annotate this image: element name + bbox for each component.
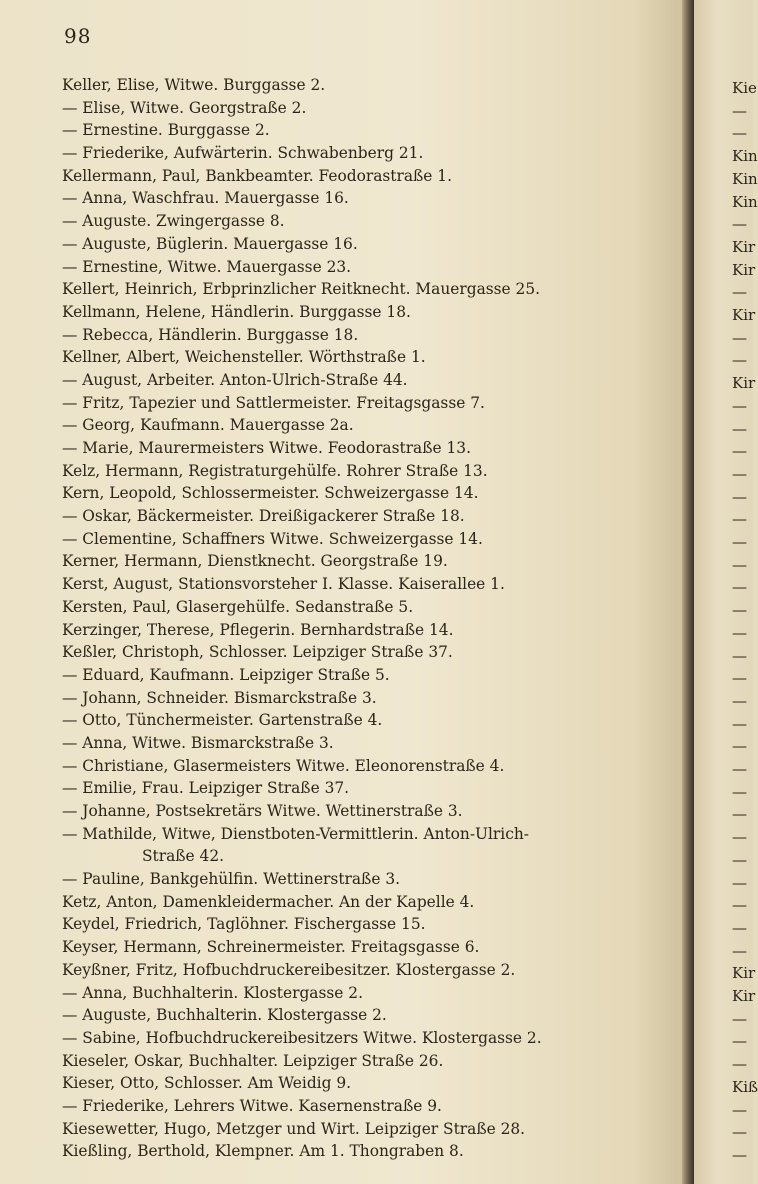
directory-entry: — Sabine, Hofbuchdruckereibesitzers Witwe. Klostergasse 2.	[62, 1028, 542, 1047]
next-page-fragment: —	[732, 669, 747, 688]
directory-entry: — Friederike, Lehrers Witwe. Kasernenstraße 9.	[62, 1096, 442, 1115]
directory-entry: Keyser, Hermann, Schreinermeister. Freitagsgasse 6.	[62, 938, 480, 957]
next-page-fragment: Kir	[732, 987, 756, 1005]
next-page-fragment: —	[732, 782, 747, 801]
directory-entry: Ketz, Anton, Damenkleidermacher. An der Kapelle 4.	[62, 892, 475, 911]
directory-entry: — Fritz, Tapezier und Sattlermeister. Freitagsgasse 7.	[62, 393, 485, 412]
next-page-fragment: —	[732, 578, 747, 597]
directory-entry: — Georg, Kaufmann. Mauergasse 2a.	[62, 416, 354, 435]
next-page-fragment: —	[732, 283, 747, 302]
next-page-edge	[694, 0, 758, 1184]
next-page-fragment: —	[732, 1055, 747, 1074]
next-page-fragment: —	[732, 419, 747, 438]
directory-entry: Kerst, August, Stationsvorsteher I. Klasse. Kaiserallee 1.	[62, 575, 505, 594]
next-page-fragment: Kir	[732, 306, 756, 324]
directory-entry: — Rebecca, Händlerin. Burggasse 18.	[62, 325, 359, 344]
directory-entry: — Ernestine. Burggasse 2.	[62, 121, 270, 140]
directory-entry: Kieser, Otto, Schlosser. Am Weidig 9.	[62, 1074, 352, 1093]
directory-entry: Kellner, Albert, Weichensteller. Wörthstraße 1.	[62, 348, 426, 367]
next-page-fragment: —	[732, 1032, 747, 1051]
next-page-fragment: —	[732, 328, 747, 347]
next-page-fragment: —	[732, 101, 747, 120]
next-page-fragment: —	[732, 396, 747, 415]
next-page-fragment: —	[732, 351, 747, 370]
next-page-fragment: Kir	[732, 260, 756, 279]
next-page-fragment: Kiß	[732, 1077, 758, 1096]
directory-entry: — Clementine, Schaffners Witwe. Schweizergasse 14.	[62, 529, 483, 548]
next-page-fragment: —	[732, 760, 747, 778]
page-number: 98	[64, 24, 92, 48]
next-page-fragment: —	[732, 896, 747, 915]
directory-entry: Kern, Leopold, Schlossermeister. Schweizergasse 14.	[62, 484, 479, 503]
directory-entry: Kellermann, Paul, Bankbeamter. Feodorastraße 1.	[62, 166, 452, 185]
directory-entry: Keller, Elise, Witwe. Burggasse 2.	[62, 76, 326, 94]
directory-entry: Kiesewetter, Hugo, Metzger und Wirt. Leipziger Straße 28.	[62, 1119, 526, 1138]
directory-entries	[62, 74, 674, 1163]
directory-entry: Kerzinger, Therese, Pflegerin. Bernhardstraße 14.	[62, 620, 454, 639]
directory-entry: — Otto, Tünchermeister. Gartenstraße 4.	[62, 711, 383, 730]
directory-entry: Kieseler, Oskar, Buchhalter. Leipziger Straße 26.	[62, 1051, 444, 1070]
directory-entry: — Auguste. Zwingergasse 8.	[62, 212, 285, 231]
next-page-fragment: —	[732, 487, 747, 506]
next-page-fragment: —	[732, 124, 747, 143]
next-page-fragment: —	[732, 873, 747, 892]
next-page-fragment: —	[732, 805, 747, 824]
directory-entry: Straße 42.	[142, 847, 225, 866]
directory-entry: — Anna, Witwe. Bismarckstraße 3.	[62, 733, 334, 752]
directory-entry: Keßler, Christoph, Schlosser. Leipziger Straße 37.	[62, 643, 453, 662]
next-page-fragment: —	[732, 646, 747, 665]
directory-entry: — Auguste, Büglerin. Mauergasse 16.	[62, 234, 358, 253]
next-page-fragment: —	[732, 691, 747, 710]
directory-entry: — Oskar, Bäckermeister. Dreißigackerer Straße 18.	[62, 507, 465, 526]
next-page-fragment: —	[732, 555, 747, 574]
next-page-fragment: —	[732, 215, 747, 234]
next-page-fragment: —	[732, 601, 747, 620]
next-page-fragment: —	[732, 533, 747, 551]
directory-entry: — Mathilde, Witwe, Dienstboten-Vermittlerin. Anton-Ulrich-	[62, 824, 529, 843]
directory-entry: Kellmann, Helene, Händlerin. Burggasse 18.	[62, 302, 411, 321]
next-page-fragment: Kir	[732, 964, 756, 983]
next-page-fragment: —	[732, 510, 747, 529]
directory-entry: — Elise, Witwe. Georgstraße 2.	[62, 98, 307, 117]
directory-entry: — Auguste, Buchhalterin. Klostergasse 2.	[62, 1006, 387, 1025]
next-page-fragment: Kie	[732, 79, 757, 97]
next-page-fragment: —	[732, 918, 747, 937]
directory-entry: Keydel, Friedrich, Taglöhner. Fischergasse 15.	[62, 915, 426, 934]
directory-entry: — Johanne, Postsekretärs Witwe. Wettinerstraße 3.	[62, 802, 463, 820]
next-page-fragment: Kin	[732, 192, 758, 211]
directory-entry: — Friederike, Aufwärterin. Schwabenberg 21.	[62, 144, 424, 163]
next-page-fragment: —	[732, 442, 747, 461]
directory-entry: — Emilie, Frau. Leipziger Straße 37.	[62, 779, 350, 798]
directory-entry: — Ernestine, Witwe. Mauergasse 23.	[62, 257, 352, 276]
next-page-fragment: —	[732, 1100, 747, 1119]
directory-entry: — Anna, Waschfrau. Mauergasse 16.	[62, 189, 349, 208]
next-page-fragment: —	[732, 737, 747, 756]
directory-entry: Kersten, Paul, Glasergehülfe. Sedanstraße 5.	[62, 597, 414, 616]
directory-entry: — Eduard, Kaufmann. Leipziger Straße 5.	[62, 665, 390, 684]
next-page-fragment: —	[732, 1009, 747, 1028]
directory-entry: — Pauline, Bankgehülfin. Wettinerstraße 3.	[62, 870, 400, 889]
next-page-fragment: —	[732, 1123, 747, 1142]
next-page-fragment: —	[732, 464, 747, 483]
next-page-fragment: —	[732, 714, 747, 733]
directory-entry: — Marie, Maurermeisters Witwe. Feodorastraße 13.	[62, 439, 471, 457]
next-page-fragment: —	[732, 828, 747, 847]
directory-entry: — Johann, Schneider. Bismarckstraße 3.	[62, 688, 377, 707]
directory-entry: Kießling, Berthold, Klempner. Am 1. Thongraben 8.	[62, 1142, 464, 1161]
next-page-fragment: Kir	[732, 374, 756, 393]
next-page-fragment: Kir	[732, 237, 756, 256]
next-page-fragment: Kin	[732, 169, 758, 188]
directory-entry: Kellert, Heinrich, Erbprinzlicher Reitknecht. Mauergasse 25.	[62, 280, 541, 299]
directory-entry: Kelz, Hermann, Registraturgehülfe. Rohrer Straße 13.	[62, 461, 488, 480]
directory-entry: Keyßner, Fritz, Hofbuchdruckereibesitzer. Klostergasse 2.	[62, 960, 516, 979]
next-page-fragment: —	[732, 623, 747, 642]
book-gutter	[682, 0, 694, 1184]
next-page-fragment: Kin	[732, 147, 758, 166]
directory-entry: — August, Arbeiter. Anton-Ulrich-Straße 44.	[62, 370, 408, 389]
next-page-fragment: —	[732, 941, 747, 960]
next-page-fragment: —	[732, 1145, 747, 1164]
directory-entry: Kerner, Hermann, Dienstknecht. Georgstraße 19.	[62, 552, 448, 571]
directory-entry: — Christiane, Glasermeisters Witwe. Eleonorenstraße 4.	[62, 756, 505, 775]
directory-entry: — Anna, Buchhalterin. Klostergasse 2.	[62, 983, 363, 1002]
next-page-fragment: —	[732, 850, 747, 869]
